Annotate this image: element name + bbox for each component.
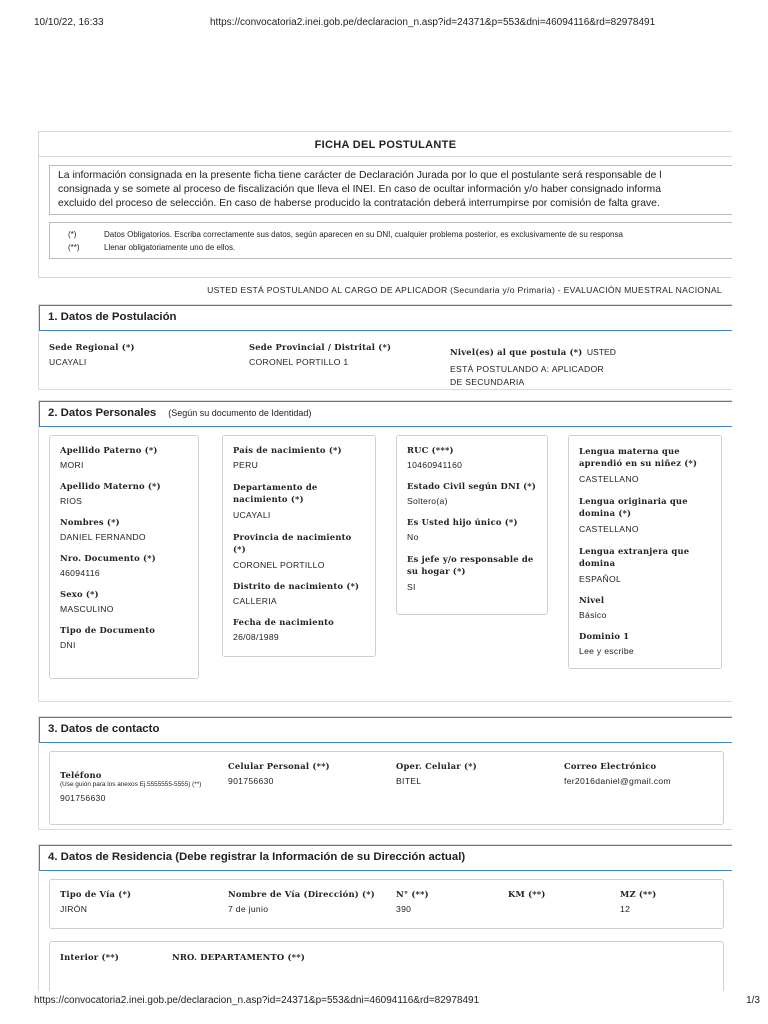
mz-field <box>620 889 656 914</box>
section-title: 3. Datos de contacto <box>39 717 732 743</box>
field-label: Nivel <box>579 595 605 605</box>
field-value: PERU <box>233 460 259 470</box>
notice-line: excluido del proceso de selección. En caso de haberse producido la contratación deberá interrumpirse por comisión de falta grave. <box>58 198 660 209</box>
field-value: No <box>407 532 419 542</box>
print-url: https://convocatoria2.inei.gob.pe/declaracion_n.asp?id=24371&p=553&dni=46094116&rd=82978491 <box>210 17 656 28</box>
field-value: RIOS <box>60 496 83 506</box>
section-postulacion <box>38 304 732 390</box>
print-page-number: 1/3 <box>746 995 760 1006</box>
field-hint: (Use guión para los anexos Ej.5555555-5555) (**) <box>60 781 202 788</box>
field-label: N° (**) <box>396 889 429 899</box>
declaration-notice <box>49 165 732 215</box>
field-value: JIRÓN <box>60 904 88 914</box>
field-value: Lee y escribe <box>579 646 635 656</box>
section-residencia <box>38 844 732 991</box>
field-label: Nro. Documento (*) <box>60 553 156 563</box>
field-label: Correo Electrónico <box>564 761 657 771</box>
field-label: País de nacimiento (*) <box>233 445 342 455</box>
field-value: DANIEL FERNANDO <box>60 532 146 542</box>
field <box>233 445 375 470</box>
field <box>233 531 359 570</box>
field-label: Sede Provincial / Distrital (*) <box>249 342 392 352</box>
residencia-card <box>49 879 724 929</box>
personal-card-3 <box>396 435 548 615</box>
section-title: 1. Datos de Postulación <box>39 305 732 331</box>
field-value: UCAYALI <box>233 510 271 520</box>
section-title <box>39 401 732 427</box>
field-value: CORONEL PORTILLO <box>233 560 325 570</box>
field-value: CASTELLANO <box>579 524 639 534</box>
field-value: ESTÁ POSTULANDO A: APLICADOR <box>450 364 605 374</box>
ficha-box <box>38 131 732 278</box>
field <box>579 631 721 656</box>
field-label: Fecha de nacimiento <box>233 617 334 627</box>
sede-regional-field <box>49 342 239 367</box>
field-value: CALLERIA <box>233 596 277 606</box>
field <box>60 517 198 542</box>
field-value: DE SECUNDARIA <box>450 377 525 387</box>
field-label: Es Usted hijo único (*) <box>407 517 518 527</box>
field-label: Interior (**) <box>60 952 119 962</box>
field-label: Lengua originaria que domina (*) <box>579 496 688 518</box>
field-value: 26/08/1989 <box>233 632 280 642</box>
field <box>579 445 709 484</box>
field <box>60 445 198 470</box>
field-label: Lengua materna que aprendió en su niñez (*) <box>579 446 698 468</box>
field-value: SI <box>407 582 416 592</box>
print-footer-url: https://convocatoria2.inei.gob.pe/declaracion_n.asp?id=24371&p=553&dni=46094116&rd=82978491 <box>34 995 480 1006</box>
field <box>233 481 333 520</box>
residencia-card-2 <box>49 941 724 991</box>
field-label: Departamento de nacimiento (*) <box>233 482 318 504</box>
field-value: BITEL <box>396 776 422 786</box>
field-value: DNI <box>60 640 76 650</box>
field-label: Provincia de nacimiento (*) <box>233 532 352 554</box>
section-datos-personales <box>38 400 732 702</box>
ficha-title: FICHA DEL POSTULANTE <box>39 132 732 157</box>
print-datetime: 10/10/22, 16:33 <box>34 17 104 28</box>
field-value: 12 <box>620 904 631 914</box>
field-label: KM (**) <box>508 889 546 899</box>
field-label: Tipo de Documento <box>60 625 156 635</box>
field-label: Oper. Celular (*) <box>396 761 477 771</box>
section-subtitle: (Según su documento de Identidad) <box>168 408 312 418</box>
section-title-text: 2. Datos Personales <box>48 407 157 419</box>
telefono-field <box>60 770 210 803</box>
field-value: CORONEL PORTILLO 1 <box>249 357 349 367</box>
field <box>233 617 375 642</box>
field-label: Distrito de nacimiento (*) <box>233 581 360 591</box>
personal-card-4 <box>568 435 722 669</box>
legend-row <box>68 241 732 254</box>
field-label: Nombre de Vía (Dirección) (*) <box>228 889 375 899</box>
field-label: Nombres (*) <box>60 517 120 527</box>
field-label: Tipo de Vía (*) <box>60 889 132 899</box>
field-value: 390 <box>396 904 412 914</box>
field-value: fer2016daniel@gmail.com <box>564 776 671 786</box>
field-label: NRO. DEPARTAMENTO (**) <box>172 952 306 962</box>
field-label: MZ (**) <box>620 889 657 899</box>
field-label: Nivel(es) al que postula (*) <box>450 347 583 357</box>
contacto-card <box>49 751 724 825</box>
field-label: Estado Civil según DNI (*) <box>407 481 536 491</box>
field-label: Sede Regional (*) <box>49 342 135 352</box>
field <box>579 495 709 534</box>
field <box>407 553 541 592</box>
legend-text: Datos Obligatorios. Escriba correctamente sus datos, según aparecen en su DNI, cualquier problema posterior, es exclusivamente de su responsa <box>104 230 623 239</box>
field <box>60 625 198 650</box>
numero-field <box>396 889 429 914</box>
field <box>407 517 547 542</box>
cargo-banner: USTED ESTÁ POSTULANDO AL CARGO DE APLICADOR (Secundaria y/o Primaria) - EVALUACIÓN MUESTRAL NACIONAL <box>207 285 722 295</box>
field-value: UCAYALI <box>49 357 87 367</box>
field <box>579 595 721 620</box>
celular-field <box>228 761 330 786</box>
field-value: 10460941160 <box>407 460 463 470</box>
field <box>60 481 198 506</box>
field-value: 7 de junio <box>228 904 269 914</box>
field-value: 46094116 <box>60 568 100 578</box>
field-value: 901756630 <box>60 793 106 803</box>
sede-provincial-field <box>249 342 439 367</box>
field-label: Apellido Paterno (*) <box>60 445 158 455</box>
field-label: Sexo (*) <box>60 589 99 599</box>
legend-mark: (*) <box>68 230 77 239</box>
field-value: 901756630 <box>228 776 274 786</box>
personal-card-1 <box>49 435 199 679</box>
nivel-field <box>450 342 710 387</box>
field-value: Básico <box>579 610 607 620</box>
field <box>60 589 198 614</box>
field-label: Es jefe y/o responsable de su hogar (*) <box>407 554 534 576</box>
field-value: CASTELLANO <box>579 474 639 484</box>
form-container <box>38 131 732 991</box>
departamento-field <box>172 952 305 962</box>
legend-row <box>68 228 732 241</box>
tipo-via-field <box>60 889 131 914</box>
section-contacto <box>38 716 732 830</box>
legend-mark: (**) <box>68 243 80 252</box>
field-label: RUC (***) <box>407 445 454 455</box>
field-label: Celular Personal (**) <box>228 761 330 771</box>
nombre-via-field <box>228 889 375 914</box>
personal-card-2 <box>222 435 376 657</box>
field <box>60 553 198 578</box>
notice-line: consignada y se somete al proceso de fiscalización que lleva el INEI. En caso de ocultar información y/o haber consignado informa <box>58 184 661 195</box>
legend-text: Llenar obligatoriamente uno de ellos. <box>104 243 236 252</box>
field-label: Dominio 1 <box>579 631 630 641</box>
field-label: Teléfono <box>60 770 102 780</box>
field <box>407 481 547 506</box>
field <box>233 581 375 606</box>
field-label: Apellido Materno (*) <box>60 481 161 491</box>
km-field <box>508 889 546 904</box>
field <box>407 445 547 470</box>
correo-field <box>564 761 671 786</box>
field-value: ESPAÑOL <box>579 574 622 584</box>
field-label: Lengua extranjera que domina <box>579 546 690 568</box>
field-value: MORI <box>60 460 84 470</box>
interior-field <box>60 952 119 962</box>
field-value: Soltero(a) <box>407 496 448 506</box>
legend-box <box>49 222 732 259</box>
notice-line: La información consignada en la presente ficha tiene carácter de Declaración Jurada por lo que el postulante será responsable de l <box>58 170 662 181</box>
section-title: 4. Datos de Residencia (Debe registrar la Información de su Dirección actual) <box>39 845 732 871</box>
field <box>579 545 709 584</box>
field-value: MASCULINO <box>60 604 114 614</box>
operador-field <box>396 761 477 786</box>
field-value: USTED <box>586 347 616 357</box>
